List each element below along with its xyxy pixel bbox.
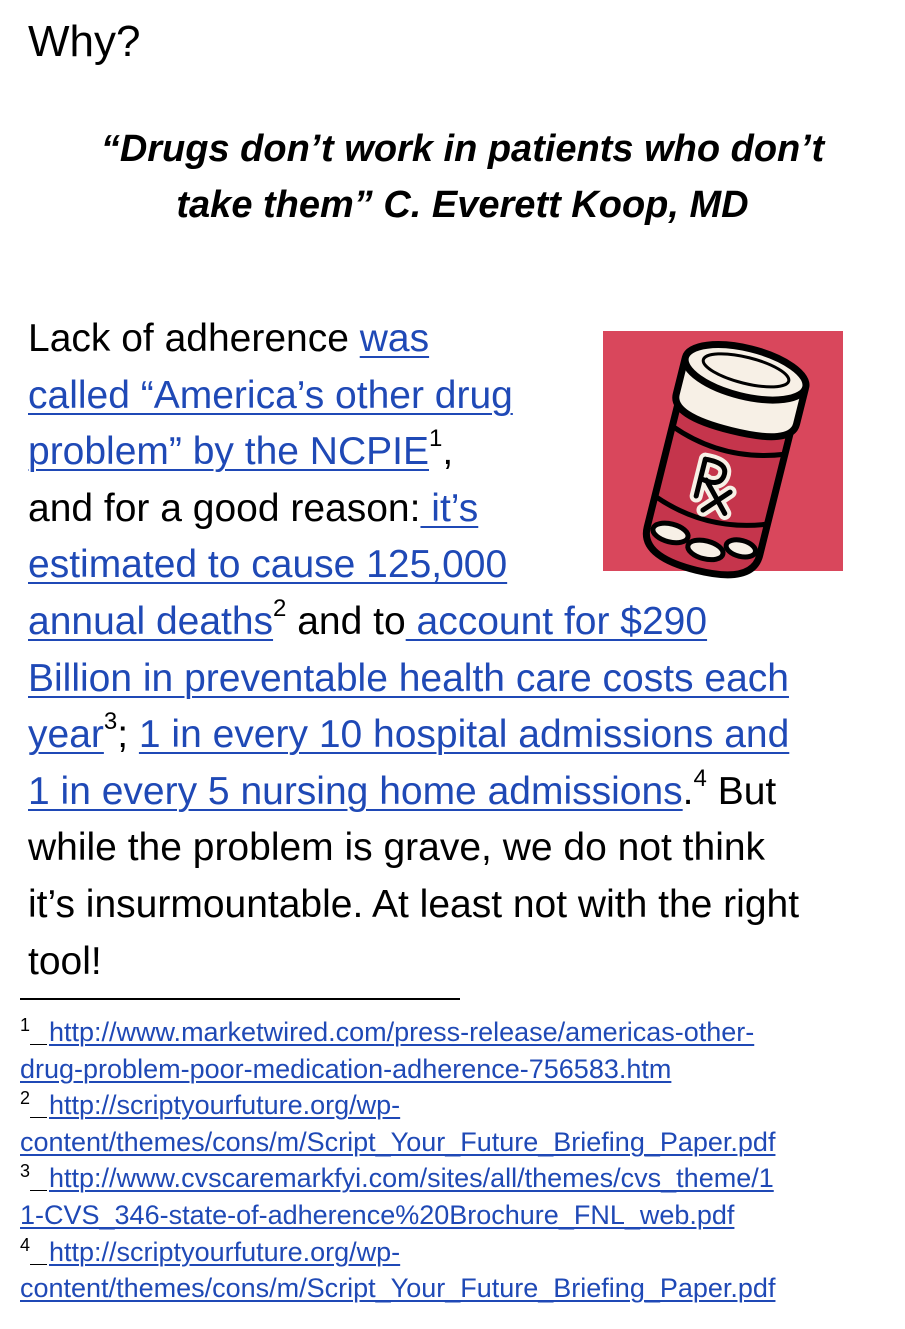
footnote-number: 3 (20, 1161, 31, 1182)
footnote-link[interactable]: http://scriptyourfuture.org/wp- (49, 1090, 401, 1121)
admissions-link[interactable]: 1 in every 5 nursing home admissions (28, 769, 683, 813)
costs-link[interactable]: year (28, 713, 104, 757)
footnote-2 (20, 1087, 775, 1124)
footnote-ref-1: 1 (429, 425, 443, 453)
ncpie-link[interactable]: called “America’s other drug (28, 373, 513, 417)
costs-link[interactable]: account for $290 (405, 599, 708, 643)
quote-line-1: “Drugs don’t work in patients who don’t (100, 128, 825, 170)
footnote-divider (20, 998, 460, 1000)
footnote-link[interactable]: http://www.marketwired.com/press-release/americas-other- (49, 1017, 755, 1047)
rx-label: Rx (603, 314, 605, 315)
paragraph-line (28, 537, 799, 594)
footnote-3 (20, 1160, 775, 1197)
paragraph-line: while the problem is grave, we do not think (28, 826, 766, 870)
footnote-1 (20, 1014, 775, 1051)
deaths-link[interactable]: estimated to cause 125,000 (28, 543, 508, 587)
footnote-4 (20, 1234, 775, 1271)
adherence-paragraph (28, 311, 799, 990)
deaths-link[interactable]: it’s (420, 486, 479, 530)
paragraph-line: it’s insurmountable. At least not with the right (28, 882, 800, 926)
footnote-2-cont (20, 1124, 775, 1161)
paragraph-line: and for a good reason: it’s (28, 486, 479, 530)
footnote-number: 4 (20, 1234, 31, 1255)
footnote-link[interactable]: content/themes/cons/m/Script_Your_Future_Briefing_Paper.pdf (20, 1126, 776, 1157)
footnote-number: 2 (20, 1088, 31, 1109)
paragraph-line (28, 651, 799, 708)
footnote-link[interactable]: content/themes/cons/m/Script_Your_Future_Briefing_Paper.pdf (20, 1273, 776, 1304)
paragraph-line (28, 368, 799, 425)
ncpie-link[interactable]: was (359, 317, 430, 360)
footnote-ref-2: 2 (273, 594, 287, 622)
admissions-link[interactable]: 1 in every 10 hospital admissions and (138, 713, 790, 757)
footnote-link[interactable]: http://scriptyourfuture.org/wp- (49, 1236, 401, 1267)
paragraph-line: annual deaths$^2$ and to account for $290 (28, 594, 708, 643)
paragraph-line: 1 in every 5 nursing home admissions.$^4$ But (28, 764, 777, 813)
page-heading: Why? (28, 17, 141, 66)
koop-quote (20, 121, 905, 233)
footnote-4-cont (20, 1270, 775, 1307)
footnote-link[interactable]: drug-problem-poor-medication-adherence-756583.htm (20, 1053, 672, 1084)
footnote-ref-4: 4 (693, 764, 707, 792)
paragraph-line: tool! (28, 939, 102, 983)
paragraph-line: problem” by the NCPIE$^1$, (28, 425, 454, 474)
deaths-link[interactable]: annual deaths (28, 599, 274, 643)
ncpie-link[interactable]: problem” by the NCPIE (28, 430, 429, 474)
footnote-number: 1 (20, 1015, 31, 1035)
quote-line-2: take them” C. Everett Koop, MD (176, 184, 749, 226)
footnotes (20, 1014, 775, 1307)
paragraph-line: year$^3$; 1 in every 10 hospital admissions and (28, 708, 790, 757)
costs-link[interactable]: Billion in preventable health care costs each (28, 656, 789, 700)
paragraph-line: Lack of adherence was (28, 317, 430, 360)
footnote-1-cont (20, 1051, 775, 1088)
footnote-link[interactable]: http://www.cvscaremarkfyi.com/sites/all/themes/cvs_theme/1 (49, 1163, 774, 1194)
footnote-3-cont (20, 1197, 775, 1234)
footnote-ref-3: 3 (103, 708, 118, 736)
footnote-link[interactable]: 1-CVS_346-state-of-adherence%20Brochure_FNL_web.pdf (20, 1199, 735, 1230)
